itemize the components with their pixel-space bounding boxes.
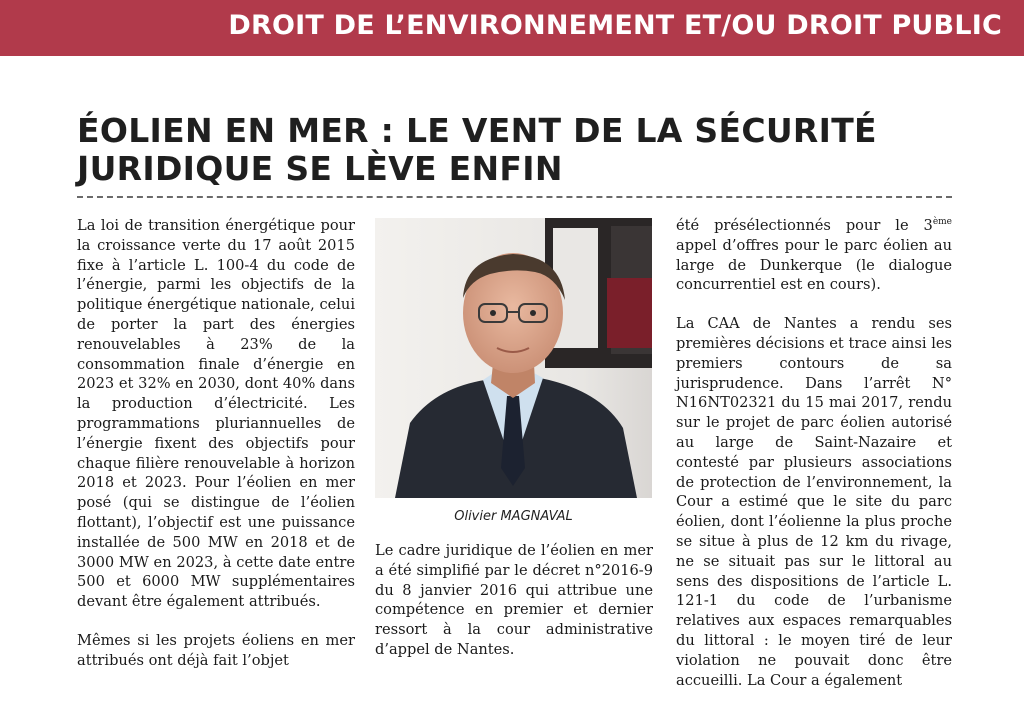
portrait-illustration (375, 218, 652, 498)
paragraph: Mêmes si les projets éoliens en mer attribués ont déjà fait l’objet (77, 631, 355, 669)
article-title: ÉOLIEN EN MER : LE VENT DE LA SÉCURITÉ JURIDIQUE SE LÈVE ENFIN (77, 111, 877, 188)
column-middle (375, 541, 653, 679)
dashed-divider (77, 196, 952, 198)
column-right (676, 216, 952, 709)
superscript: ème (932, 217, 952, 228)
paragraph: Le cadre juridique de l’éolien en mer a été simplifié par le décret n°2016-9 du 8 janvier 2016 qui attribue une compétence en premier et dernier ressort à la cour administrative d’appel de Nantes. (375, 542, 653, 658)
paragraph (676, 216, 952, 295)
photo-caption: Olivier MAGNAVAL (454, 509, 573, 524)
section-banner (0, 0, 1024, 56)
section-title: DROIT DE L’ENVIRONNEMENT ET/OU DROIT PUBLIC (228, 10, 1002, 41)
text-run: appel d’offres pour le parc éolien au large de Dunkerque (le dialogue concurrentiel est en cours). (676, 236, 952, 294)
text-run: été présélectionnés pour le 3 (676, 217, 933, 234)
portrait-photo (375, 218, 652, 498)
paragraph: La loi de transition énergétique pour la croissance verte du 17 août 2015 fixe à l’article L. 100-4 du code de l’énergie, parmi les objectifs de la politique énergétique nationale, celui de porter la part des énergies renouvelables à 23% de la consommation finale d’énergie en 2023 et 32% en 2030, dont 40% dans la production d’électricité. Les programmations pluriannuelles de l’énergie fixent des objectifs pour chaque filière renouvelable à horizon 2018 et 2023. Pour l’éolien en mer posé (qui se distingue de l’éolien flottant), l’objectif est une puissance installée de 500 MW en 2018 et de 3000 MW en 2023, à cette date entre 500 et 6000 MW supplémentaires devant être également attribués. (77, 217, 355, 611)
column-left (77, 216, 355, 690)
paragraph: La CAA de Nantes a rendu ses premières décisions et trace ainsi les premiers contours de sa jurisprudence. Dans l’arrêt N° N16NT02321 du 15 mai 2017, rendu sur le projet de parc éolien autorisé au large de Saint-Nazaire et contesté par plusieurs associations de protection de l’environnement, la Cour a estimé que le site du parc éolien, dont l’éolienne la plus proche se situe à plus de 12 km du rivage, ne se situait pas sur le littoral au sens des dispositions de l’article L. 121-1 du code de l’urbanisme relatives aux espaces remarquables du littoral : le moyen tiré de leur violation ne pouvait donc être accueilli. La Cour a également (676, 315, 952, 689)
